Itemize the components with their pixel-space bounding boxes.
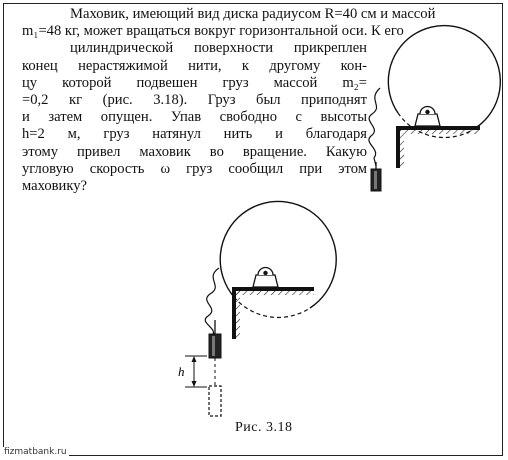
height-label: h [178, 364, 185, 379]
support-post [396, 126, 400, 168]
text-line: маховику? [22, 178, 88, 195]
small-flywheel-diagram [369, 26, 500, 191]
axle [425, 110, 429, 114]
axle-bearing [253, 275, 278, 287]
flywheel-rim [388, 26, 500, 127]
post-hatching [236, 291, 240, 339]
axle [263, 271, 267, 275]
text-line: =0,2 кг (рис. 3.18). Груз был приподнят [22, 92, 367, 109]
watermark: fizmatbank.ru [4, 447, 67, 457]
text-line: этому привел маховик во вращение. Какую [22, 143, 367, 160]
thread [369, 88, 380, 166]
text-line: h=2 м, груз натянул нить и благодаря [22, 126, 367, 143]
post-hatching [400, 130, 404, 168]
text-line: конец нерастяжимой нити, к другому кон- [22, 57, 367, 74]
thread [205, 268, 219, 336]
text-line: и затем опущен. Упав свободно с высоты [22, 109, 367, 126]
weight-lower-position [209, 386, 221, 416]
axle-bearing [415, 114, 440, 126]
text-line: угловую скорость ω груз сообщил при этом [22, 160, 367, 177]
text-line: Маховик, имеющий вид диска радиусом R=40 см и массой [70, 6, 436, 22]
text-line: m₁=48 кг, может вращаться вокруг горизонтальной оси. К его [22, 23, 404, 40]
text-line: цилиндрической поверхности прикреплен [70, 40, 367, 57]
flywheel-hidden-rim [234, 297, 310, 317]
figure-caption: Рис. 3.18 [235, 420, 293, 435]
text-line: цу которой подвешен груз массой m₂= [22, 74, 367, 91]
shelf-hatching [396, 130, 480, 134]
support-post [232, 287, 236, 339]
large-flywheel-diagram [178, 201, 336, 416]
shelf-hatching [232, 291, 314, 295]
